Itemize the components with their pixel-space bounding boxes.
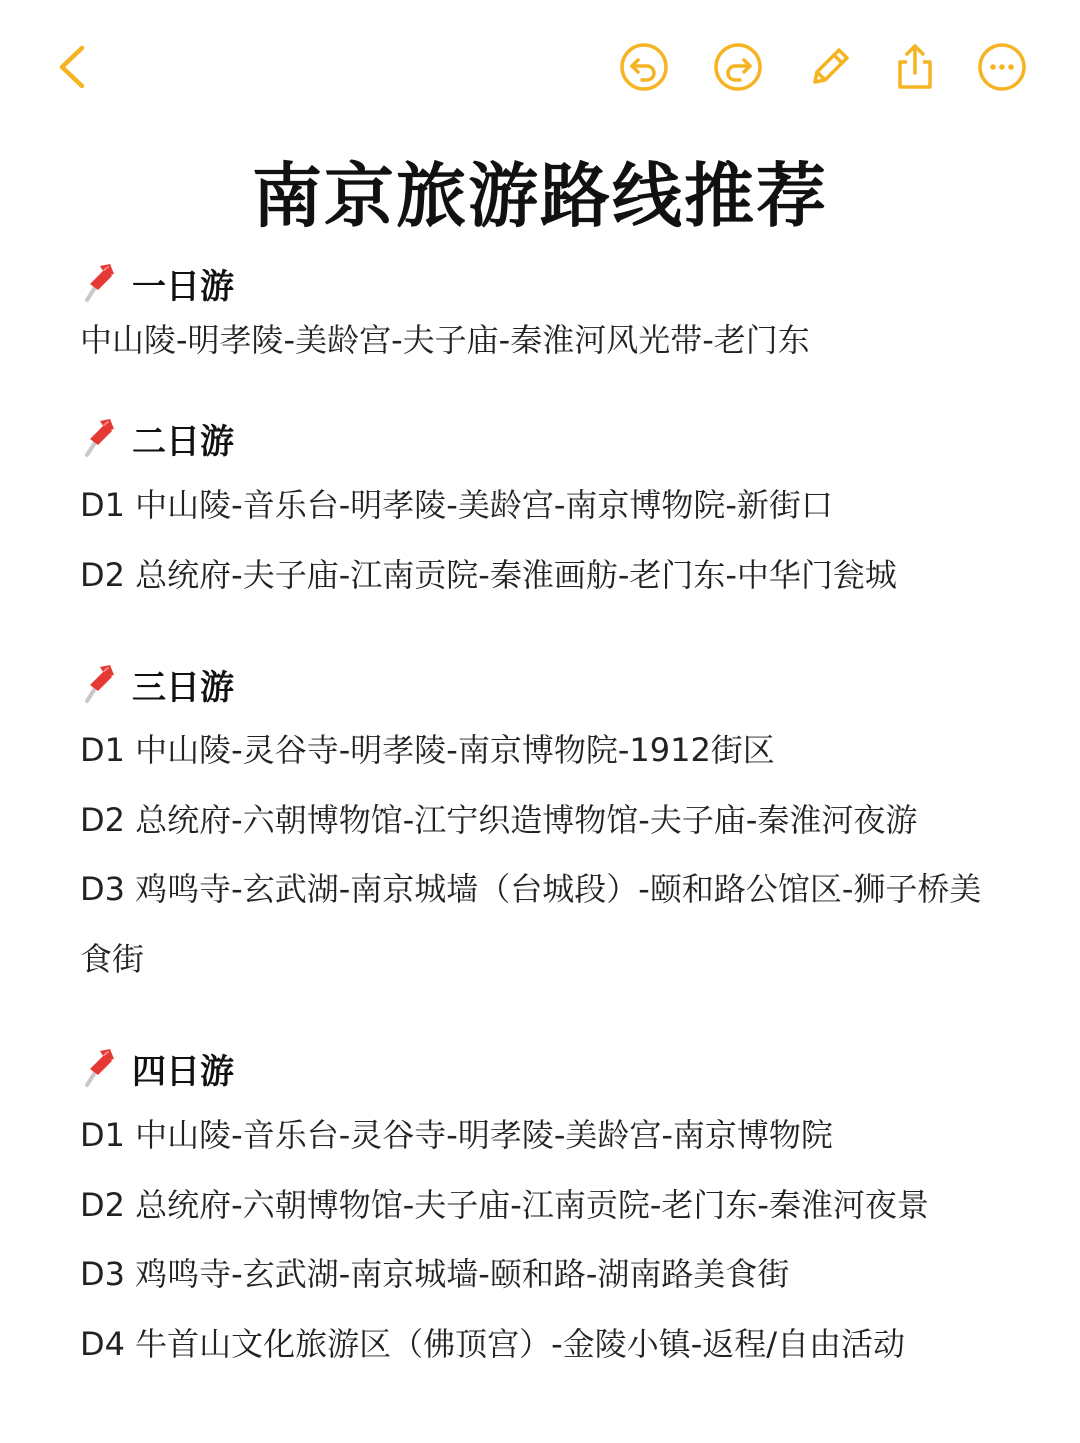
route-line: D2 总统府-六朝博物馆-夫子庙-江南贡院-老门东-秦淮河夜景 bbox=[80, 1186, 929, 1224]
share-icon bbox=[888, 40, 942, 94]
route-line: D4 牛首山文化旅游区（佛顶宫）-金陵小镇-返程/自由活动 bbox=[80, 1325, 906, 1363]
route-line: D3 鸡鸣寺-玄武湖-南京城墙-颐和路-湖南路美食街 bbox=[80, 1255, 790, 1293]
route-line: D1 中山陵-音乐台-灵谷寺-明孝陵-美龄宫-南京博物院 bbox=[80, 1116, 833, 1154]
section-header bbox=[80, 258, 234, 308]
route-line: D2 总统府-六朝博物馆-江宁织造博物馆-夫子庙-秦淮河夜游 bbox=[80, 801, 918, 839]
redo-button[interactable] bbox=[711, 40, 765, 94]
back-button[interactable] bbox=[46, 40, 100, 94]
pushpin-icon bbox=[80, 262, 116, 304]
route-line: 中山陵-明孝陵-美龄宫-夫子庙-秦淮河风光带-老门东 bbox=[80, 321, 810, 359]
section-title: 二日游 bbox=[132, 421, 234, 462]
route-line: D1 中山陵-音乐台-明孝陵-美龄宫-南京博物院-新街口 bbox=[80, 486, 833, 524]
section-header bbox=[80, 413, 234, 463]
chevron-left-icon bbox=[46, 40, 100, 94]
undo-icon bbox=[617, 40, 671, 94]
section-header bbox=[80, 1043, 234, 1093]
pushpin-icon bbox=[80, 663, 116, 705]
section-title: 一日游 bbox=[132, 266, 234, 307]
route-line: D3 鸡鸣寺-玄武湖-南京城墙（台城段）-颐和路公馆区-狮子桥美 bbox=[80, 870, 982, 908]
route-line: D2 总统府-夫子庙-江南贡院-秦淮画舫-老门东-中华门瓮城 bbox=[80, 556, 897, 594]
toolbar bbox=[0, 0, 1080, 130]
pencil-icon bbox=[803, 40, 857, 94]
note-title: 南京旅游路线推荐 bbox=[252, 155, 828, 237]
section-title: 三日游 bbox=[132, 667, 234, 708]
route-line: 食街 bbox=[80, 940, 145, 978]
undo-button[interactable] bbox=[617, 40, 671, 94]
section-title: 四日游 bbox=[132, 1051, 234, 1092]
route-line: D1 中山陵-灵谷寺-明孝陵-南京博物院-1912街区 bbox=[80, 731, 775, 769]
more-icon bbox=[975, 40, 1029, 94]
more-button[interactable] bbox=[975, 40, 1029, 94]
edit-button[interactable] bbox=[803, 40, 857, 94]
share-button[interactable] bbox=[888, 40, 942, 94]
section-header bbox=[80, 659, 234, 709]
redo-icon bbox=[711, 40, 765, 94]
pushpin-icon bbox=[80, 1047, 116, 1089]
pushpin-icon bbox=[80, 417, 116, 459]
